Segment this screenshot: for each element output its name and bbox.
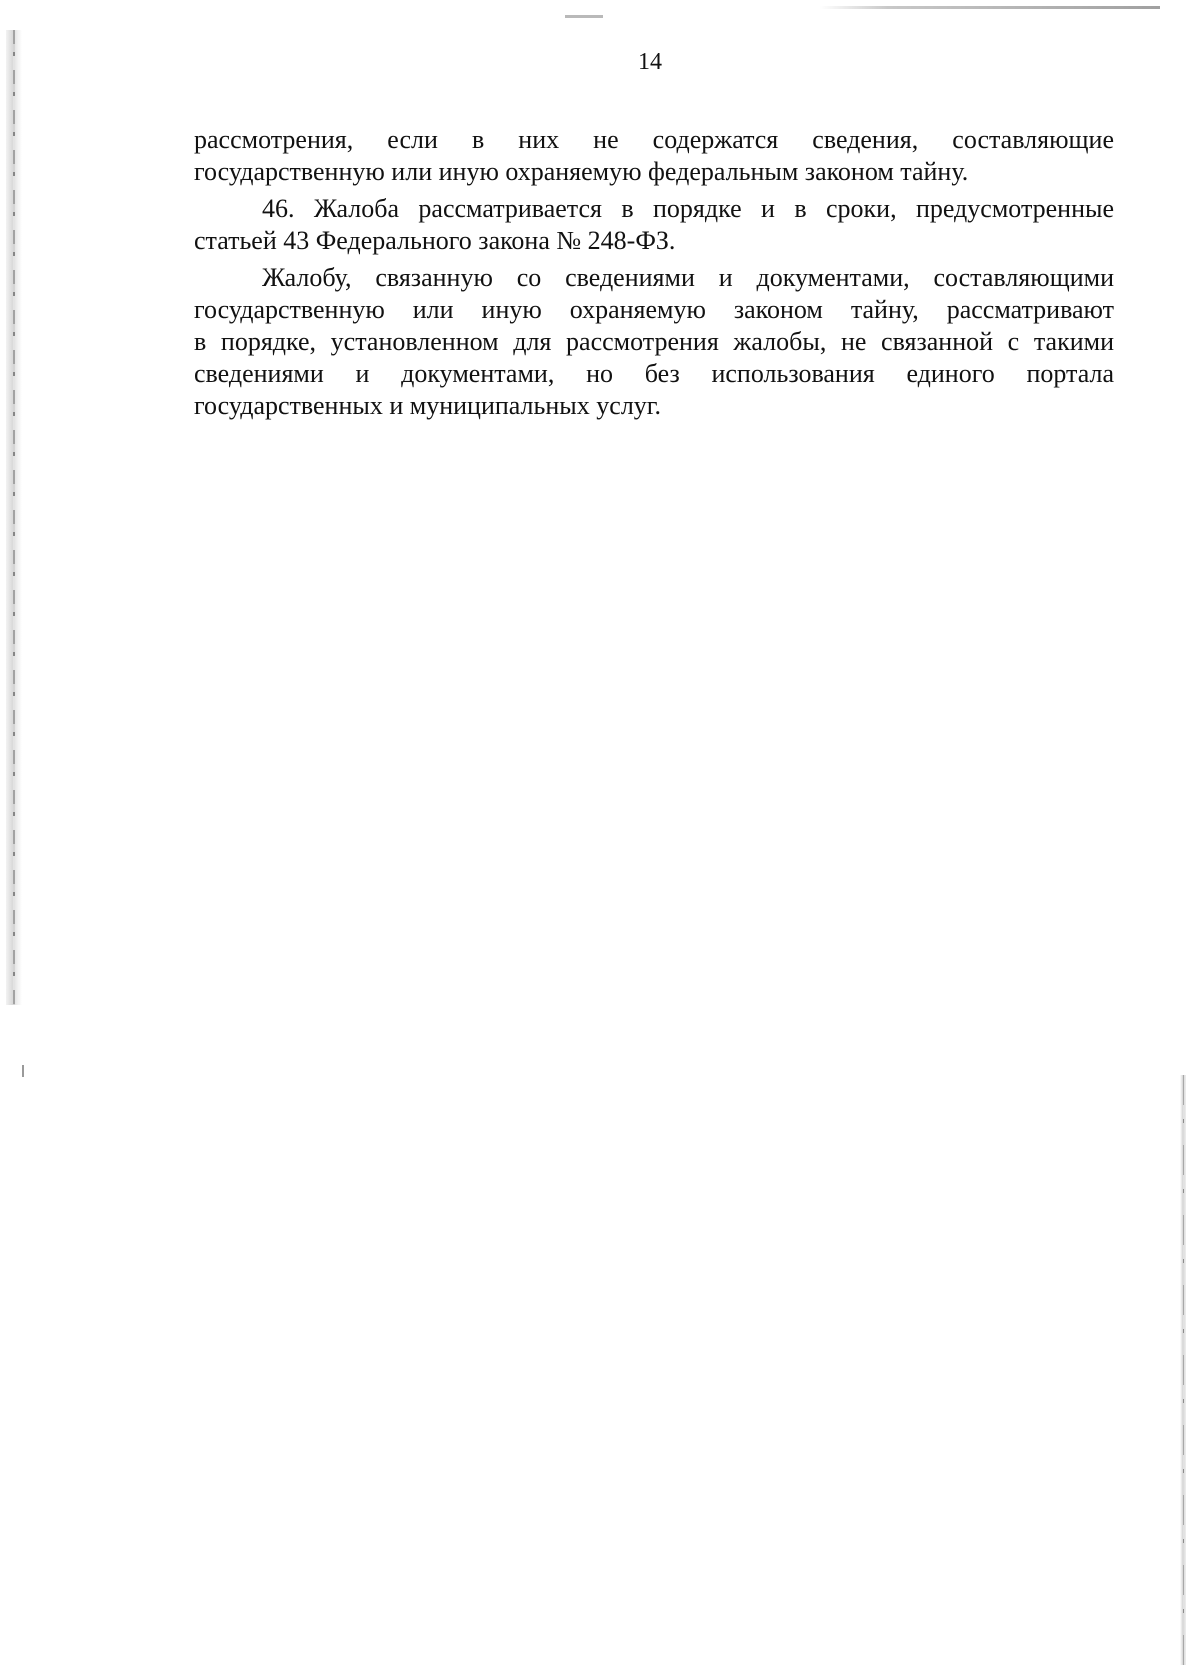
page-number: 14 bbox=[638, 49, 662, 75]
scan-edge-left bbox=[6, 30, 22, 1005]
paragraph-secret-complaint bbox=[194, 262, 1114, 422]
scan-mark-top bbox=[565, 15, 603, 18]
paragraph-item-46 bbox=[194, 193, 1114, 257]
text-line: рассмотрения, если в них не содержатся сведения, составляющие bbox=[194, 125, 1114, 154]
text-line: государственную или иную охраняемую федеральным законом тайну. bbox=[194, 157, 969, 186]
text-line: государственных и муниципальных услуг. bbox=[194, 391, 662, 420]
scan-edge-top bbox=[820, 6, 1160, 9]
text-line: статьей 43 Федерального закона № 248-ФЗ. bbox=[194, 226, 676, 255]
text-line: в порядке, установленном для рассмотрения жалобы, не связанной с такими bbox=[194, 327, 1114, 356]
text-line: сведениями и документами, но без использования единого портала bbox=[194, 359, 1114, 388]
text-line: 46. Жалоба рассматривается в порядке и в сроки, предусмотренные bbox=[262, 194, 1114, 223]
scan-edge-right bbox=[1180, 1075, 1186, 1665]
paragraph-continuation bbox=[194, 124, 1114, 188]
text-line: государственную или иную охраняемую законом тайну, рассматривают bbox=[194, 295, 1114, 324]
scan-mark-left bbox=[22, 1065, 24, 1077]
text-line: Жалобу, связанную со сведениями и документами, составляющими bbox=[262, 263, 1114, 292]
body-text bbox=[194, 124, 1114, 422]
